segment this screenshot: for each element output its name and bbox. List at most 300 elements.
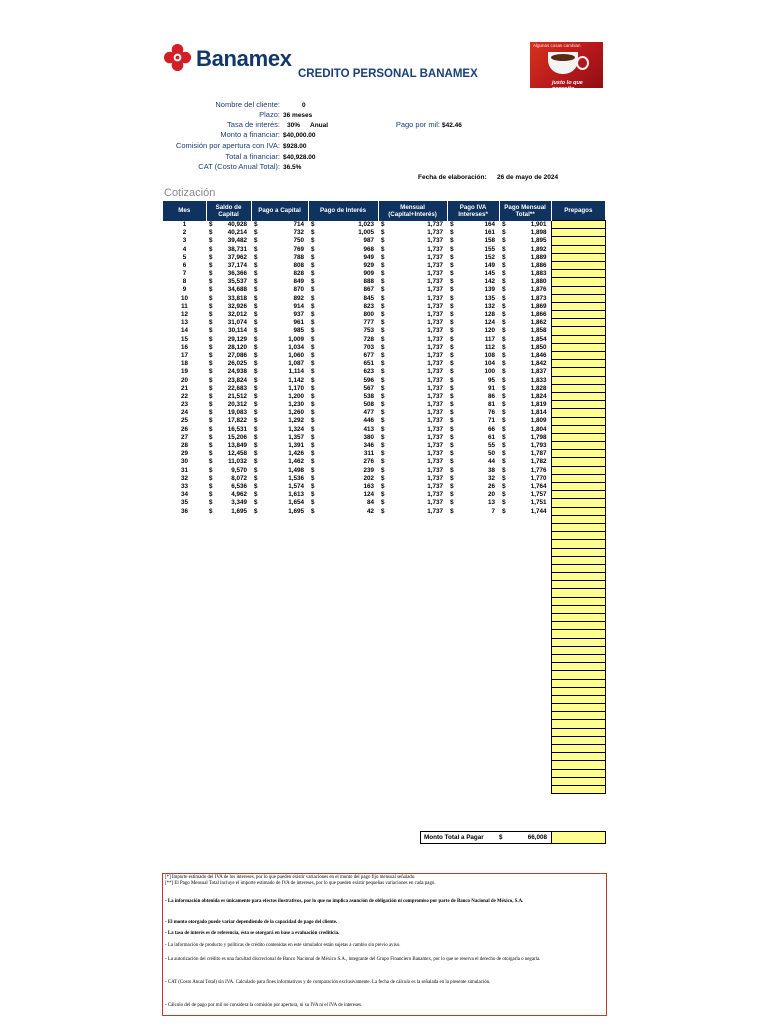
cell-mensual: 1,737 [427, 433, 444, 441]
prepago-input[interactable] [551, 540, 605, 548]
table-row [163, 450, 605, 458]
cell-currency: $ [254, 319, 258, 327]
cell-currency: $ [502, 270, 506, 278]
prepago-input[interactable] [551, 229, 605, 237]
cell-currency: $ [450, 278, 454, 286]
cell-mes: 22 [180, 392, 188, 400]
cell-currency: $ [311, 278, 315, 286]
cell-iva: 135 [484, 294, 496, 302]
prepago-input[interactable] [551, 597, 605, 605]
cell-currency: $ [311, 286, 315, 294]
cell-pago-interes: 968 [363, 245, 375, 253]
prepago-input[interactable] [551, 785, 605, 793]
prepago-input[interactable] [551, 335, 605, 343]
cell-iva: 149 [484, 261, 496, 269]
cell-currency: $ [381, 376, 385, 384]
cell-currency: $ [254, 360, 258, 368]
cell-pago-interes: 276 [363, 458, 375, 466]
cell-iva: 161 [484, 229, 496, 237]
cell-currency: $ [254, 311, 258, 319]
cell-mensual: 1,737 [427, 425, 444, 433]
cell-currency: $ [450, 482, 454, 490]
cell-currency: $ [502, 327, 506, 335]
cell-currency: $ [254, 229, 258, 237]
table-row [163, 286, 605, 294]
cell-pago-capital: 937 [293, 311, 305, 319]
prepago-input[interactable] [551, 261, 605, 269]
prepago-input[interactable] [551, 605, 605, 613]
cell-saldo: 32,926 [227, 302, 248, 310]
prepago-input[interactable] [551, 286, 605, 294]
cell-currency: $ [450, 319, 454, 327]
prepago-input[interactable] [551, 491, 605, 499]
cell-saldo: 19,083 [227, 409, 248, 417]
cell-mes: 25 [180, 417, 188, 425]
cell-pago-interes: 311 [363, 450, 375, 458]
cell-currency: $ [209, 474, 213, 482]
cell-currency: $ [450, 261, 454, 269]
empty-cell [163, 532, 551, 540]
total-financiar-label: Total a financiar: [225, 152, 280, 161]
cell-currency: $ [209, 286, 213, 294]
prepago-input[interactable] [551, 253, 605, 261]
cell-mensual: 1,737 [427, 376, 444, 384]
prepago-input[interactable] [551, 376, 605, 384]
empty-row [163, 704, 605, 712]
prepago-input[interactable] [551, 728, 605, 736]
cell-mensual: 1,737 [427, 360, 444, 368]
table-row [163, 376, 605, 384]
cell-mensual: 1,737 [427, 335, 444, 343]
cell-pago-capital: 1,170 [288, 384, 305, 392]
cell-currency: $ [450, 311, 454, 319]
prepago-input[interactable] [551, 532, 605, 540]
cell-pago-total: 1,744 [530, 507, 547, 515]
prepago-input[interactable] [551, 695, 605, 703]
banamex-logo-icon [163, 43, 192, 72]
empty-cell [163, 753, 551, 761]
prepago-input[interactable] [551, 654, 605, 662]
cell-mes: 32 [180, 474, 188, 482]
prepago-input[interactable] [551, 311, 605, 319]
cell-currency: $ [311, 229, 315, 237]
cell-pago-interes: 677 [363, 351, 375, 359]
prepago-input[interactable] [551, 736, 605, 744]
prepago-input[interactable] [551, 712, 605, 720]
cell-currency: $ [311, 302, 315, 310]
cell-currency: $ [209, 311, 213, 319]
prepago-input[interactable] [551, 679, 605, 687]
cell-currency: $ [450, 294, 454, 302]
promo-footer: justo lo que necesito [552, 80, 583, 92]
cell-currency: $ [502, 343, 506, 351]
promo-caption: Algunas cosas cambian [533, 43, 581, 48]
empty-cell [163, 589, 551, 597]
empty-row [163, 515, 605, 523]
empty-row [163, 671, 605, 679]
total-pagar-label: Monto Total a Pagar [424, 834, 484, 841]
cell-saldo: 8,072 [231, 474, 248, 482]
cell-saldo: 30,114 [228, 327, 248, 335]
cell-pago-total: 1,804 [530, 425, 547, 433]
cell-saldo: 40,928 [227, 220, 248, 228]
cell-currency: $ [209, 319, 213, 327]
empty-row [163, 769, 605, 777]
amortization-table [163, 201, 606, 794]
cell-currency: $ [450, 442, 454, 450]
cell-currency: $ [254, 286, 258, 294]
cell-currency: $ [381, 499, 385, 507]
empty-cell [163, 597, 551, 605]
prepago-input[interactable] [551, 368, 605, 376]
cell-currency: $ [311, 458, 315, 466]
cell-mes: 28 [180, 442, 188, 450]
cell-iva: 158 [484, 237, 496, 245]
cell-currency: $ [502, 482, 506, 490]
prepago-input[interactable] [551, 753, 605, 761]
prepago-input[interactable] [551, 270, 605, 278]
prepago-input[interactable] [551, 589, 605, 597]
cell-pago-total: 1,814 [530, 409, 547, 417]
cell-currency: $ [381, 466, 385, 474]
cell-currency: $ [381, 450, 385, 458]
amortization-body [163, 221, 605, 794]
cell-mensual: 1,737 [427, 417, 444, 425]
cell-mes: 13 [180, 319, 188, 327]
cell-mensual: 1,737 [427, 482, 444, 490]
cell-currency: $ [450, 368, 454, 376]
prepago-input[interactable] [551, 384, 605, 392]
cell-currency: $ [502, 474, 506, 482]
cell-pago-interes: 845 [363, 294, 375, 302]
cell-mes: 21 [180, 384, 188, 392]
cell-currency: $ [254, 351, 258, 359]
cell-currency: $ [209, 220, 213, 228]
cell-saldo: 22,683 [227, 384, 248, 392]
cell-currency: $ [450, 237, 454, 245]
cell-pago-capital: 985 [293, 327, 305, 335]
cell-mensual: 1,737 [427, 327, 444, 335]
cell-currency: $ [209, 392, 213, 400]
prepago-input[interactable] [551, 483, 605, 491]
cell-pago-interes: 753 [363, 327, 375, 335]
cell-currency: $ [254, 294, 258, 302]
cell-pago-interes: 380 [363, 433, 375, 441]
empty-cell [163, 769, 551, 777]
table-row [163, 221, 605, 229]
prepago-input[interactable] [551, 573, 605, 581]
empty-cell [163, 761, 551, 769]
cell-currency: $ [311, 425, 315, 433]
cell-currency: $ [450, 327, 454, 335]
cell-mensual: 1,737 [427, 474, 444, 482]
prepago-input[interactable] [551, 646, 605, 654]
prepago-input[interactable] [551, 352, 605, 360]
empty-cell [163, 671, 551, 679]
total-prepago-input[interactable] [551, 831, 606, 844]
cell-currency: $ [209, 450, 213, 458]
cell-currency: $ [450, 458, 454, 466]
empty-cell [163, 573, 551, 581]
cat-label: CAT (Costo Anual Total): [198, 162, 280, 171]
prepago-input[interactable] [551, 221, 605, 229]
cell-pago-capital: 1,536 [288, 474, 305, 482]
prepago-input[interactable] [551, 294, 605, 302]
cell-currency: $ [209, 278, 213, 286]
prepago-input[interactable] [551, 392, 605, 400]
cell-currency: $ [209, 401, 213, 409]
empty-row [163, 663, 605, 671]
cell-mes: 9 [182, 286, 187, 294]
cell-currency: $ [381, 311, 385, 319]
cell-pago-total: 1,770 [530, 474, 547, 482]
cell-pago-interes: 987 [363, 237, 375, 245]
col-header-saldo: Saldo de Capital [206, 201, 251, 221]
cell-currency: $ [254, 433, 258, 441]
cell-currency: $ [450, 474, 454, 482]
cell-pago-capital: 750 [293, 237, 305, 245]
cell-pago-capital: 828 [293, 270, 305, 278]
prepago-input[interactable] [551, 720, 605, 728]
cell-currency: $ [311, 237, 315, 245]
plazo-value: 36 meses [283, 112, 313, 119]
prepago-input[interactable] [551, 556, 605, 564]
cell-mes: 5 [182, 253, 187, 261]
cell-pago-capital: 1,324 [288, 425, 305, 433]
empty-row [163, 687, 605, 695]
pago-mil-value: $42.46 [442, 122, 462, 129]
table-row [163, 319, 605, 327]
cell-currency: $ [254, 237, 258, 245]
cell-currency: $ [502, 237, 506, 245]
cell-currency: $ [381, 384, 385, 392]
cell-currency: $ [381, 442, 385, 450]
prepago-input[interactable] [551, 581, 605, 589]
prepago-input[interactable] [551, 523, 605, 531]
prepago-input[interactable] [551, 515, 605, 523]
cell-iva: 108 [484, 351, 496, 359]
cell-pago-total: 1,854 [530, 335, 547, 343]
cell-saldo: 33,818 [227, 294, 248, 302]
cell-currency: $ [209, 417, 213, 425]
cell-currency: $ [311, 343, 315, 351]
cell-currency: $ [209, 237, 213, 245]
banamex-logo [163, 43, 293, 73]
table-row [163, 245, 605, 253]
cell-currency: $ [381, 319, 385, 327]
cell-pago-capital: 1,695 [288, 507, 305, 515]
cell-currency: $ [450, 507, 454, 515]
cell-currency: $ [381, 237, 385, 245]
empty-row [163, 523, 605, 531]
empty-row [163, 753, 605, 761]
table-row [163, 417, 605, 425]
cell-currency: $ [502, 229, 506, 237]
cell-mensual: 1,737 [427, 401, 444, 409]
prepago-input[interactable] [551, 630, 605, 638]
prepago-input[interactable] [551, 433, 605, 441]
cell-currency: $ [381, 368, 385, 376]
cell-saldo: 28,120 [227, 343, 248, 351]
table-row [163, 302, 605, 310]
empty-row [163, 548, 605, 556]
prepago-input[interactable] [551, 245, 605, 253]
prepago-input[interactable] [551, 671, 605, 679]
cell-saldo: 35,537 [227, 278, 248, 286]
col-header-prepagos: Prepagos [551, 201, 605, 221]
prepago-input[interactable] [551, 704, 605, 712]
cell-iva: 61 [488, 433, 496, 441]
cell-currency: $ [450, 450, 454, 458]
prepago-input[interactable] [551, 663, 605, 671]
prepago-input[interactable] [551, 745, 605, 753]
note-ilustrativo: - La información obtenida es únicamente para efectos ilustrativos, por lo que no implica asunción de obligación ni compromiso por parte de Banco Nacional de México, S.A. [165, 899, 524, 904]
cell-iva: 38 [488, 466, 496, 474]
cell-currency: $ [209, 360, 213, 368]
prepago-input[interactable] [551, 425, 605, 433]
empty-row [163, 712, 605, 720]
cell-mes: 24 [180, 409, 188, 417]
prepago-input[interactable] [551, 466, 605, 474]
cell-currency: $ [450, 401, 454, 409]
cell-pago-interes: 623 [363, 368, 375, 376]
cell-currency: $ [209, 409, 213, 417]
prepago-input[interactable] [551, 458, 605, 466]
prepago-input[interactable] [551, 417, 605, 425]
cell-pago-capital: 892 [293, 294, 305, 302]
prepago-input[interactable] [551, 450, 605, 458]
cell-currency: $ [209, 294, 213, 302]
prepago-input[interactable] [551, 622, 605, 630]
cell-currency: $ [254, 417, 258, 425]
cell-pago-capital: 849 [293, 278, 305, 286]
empty-row [163, 720, 605, 728]
prepago-input[interactable] [551, 769, 605, 777]
cell-currency: $ [450, 425, 454, 433]
cell-currency: $ [381, 482, 385, 490]
cell-currency: $ [311, 253, 315, 261]
total-financiar-value: $40,928.00 [283, 154, 316, 161]
empty-cell [163, 695, 551, 703]
prepago-input[interactable] [551, 507, 605, 515]
cell-saldo: 13,849 [227, 442, 248, 450]
cell-currency: $ [209, 499, 213, 507]
cell-pago-interes: 508 [363, 401, 375, 409]
cell-currency: $ [254, 270, 258, 278]
cell-currency: $ [381, 392, 385, 400]
cell-pago-interes: 867 [363, 286, 375, 294]
prepago-input[interactable] [551, 548, 605, 556]
prepago-input[interactable] [551, 409, 605, 417]
empty-cell [163, 605, 551, 613]
prepago-input[interactable] [551, 360, 605, 368]
cell-pago-capital: 1,357 [288, 433, 305, 441]
cell-saldo: 36,366 [227, 270, 248, 278]
prepago-input[interactable] [551, 474, 605, 482]
cell-mensual: 1,737 [427, 368, 444, 376]
empty-row [163, 728, 605, 736]
col-header-pago-total: Pago Mensual Total** [499, 201, 551, 221]
table-row [163, 352, 605, 360]
cell-saldo: 37,962 [227, 253, 248, 261]
prepago-input[interactable] [551, 302, 605, 310]
prepago-input[interactable] [551, 761, 605, 769]
cell-currency: $ [450, 343, 454, 351]
cell-pago-total: 1,901 [530, 220, 547, 228]
prepago-input[interactable] [551, 614, 605, 622]
table-row [163, 442, 605, 450]
cell-currency: $ [450, 499, 454, 507]
empty-row [163, 605, 605, 613]
prepago-input[interactable] [551, 442, 605, 450]
prepago-input[interactable] [551, 687, 605, 695]
cell-currency: $ [381, 302, 385, 310]
prepago-input[interactable] [551, 777, 605, 785]
table-row [163, 360, 605, 368]
cell-pago-total: 1,858 [530, 327, 547, 335]
cell-saldo: 17,822 [227, 417, 248, 425]
empty-row [163, 622, 605, 630]
prepago-input[interactable] [551, 343, 605, 351]
cell-currency: $ [381, 409, 385, 417]
cell-currency: $ [450, 335, 454, 343]
cell-mensual: 1,737 [427, 253, 444, 261]
cell-currency: $ [502, 466, 506, 474]
cell-currency: $ [311, 433, 315, 441]
prepago-input[interactable] [551, 237, 605, 245]
cell-pago-capital: 1,654 [288, 499, 305, 507]
cell-mensual: 1,737 [427, 286, 444, 294]
empty-cell [163, 638, 551, 646]
cell-pago-total: 1,866 [530, 311, 547, 319]
cell-currency: $ [502, 319, 506, 327]
monto-label: Monto a financiar: [220, 130, 280, 139]
note-cambios: - La información de producto y políticas de crédito contenidas en este simulador están sujetas a cambio sin previo aviso. [165, 943, 401, 948]
prepago-input[interactable] [551, 319, 605, 327]
cell-pago-capital: 1,142 [288, 376, 305, 384]
prepago-input[interactable] [551, 499, 605, 507]
empty-row [163, 564, 605, 572]
cell-currency: $ [502, 335, 506, 343]
cell-iva: 112 [484, 343, 496, 351]
cell-iva: 13 [488, 499, 496, 507]
cell-pago-interes: 567 [363, 384, 375, 392]
cell-pago-capital: 1,260 [288, 409, 305, 417]
cell-pago-interes: 538 [363, 392, 375, 400]
cell-iva: 44 [488, 458, 496, 466]
prepago-input[interactable] [551, 278, 605, 286]
comision-label: Comisión por apertura con IVA: [175, 141, 280, 150]
cell-iva: 164 [484, 220, 496, 228]
cell-currency: $ [254, 474, 258, 482]
cell-currency: $ [381, 220, 385, 228]
cell-currency: $ [381, 417, 385, 425]
cell-mensual: 1,737 [427, 491, 444, 499]
cell-currency: $ [254, 253, 258, 261]
cell-currency: $ [254, 392, 258, 400]
prepago-input[interactable] [551, 564, 605, 572]
cell-mes: 20 [180, 376, 188, 384]
cell-mes: 8 [182, 278, 187, 286]
prepago-input[interactable] [551, 401, 605, 409]
cell-currency: $ [381, 327, 385, 335]
cell-mes: 29 [180, 450, 188, 458]
empty-row [163, 745, 605, 753]
cell-mes: 34 [180, 491, 188, 499]
prepago-input[interactable] [551, 638, 605, 646]
prepago-input[interactable] [551, 327, 605, 335]
cell-currency: $ [209, 270, 213, 278]
